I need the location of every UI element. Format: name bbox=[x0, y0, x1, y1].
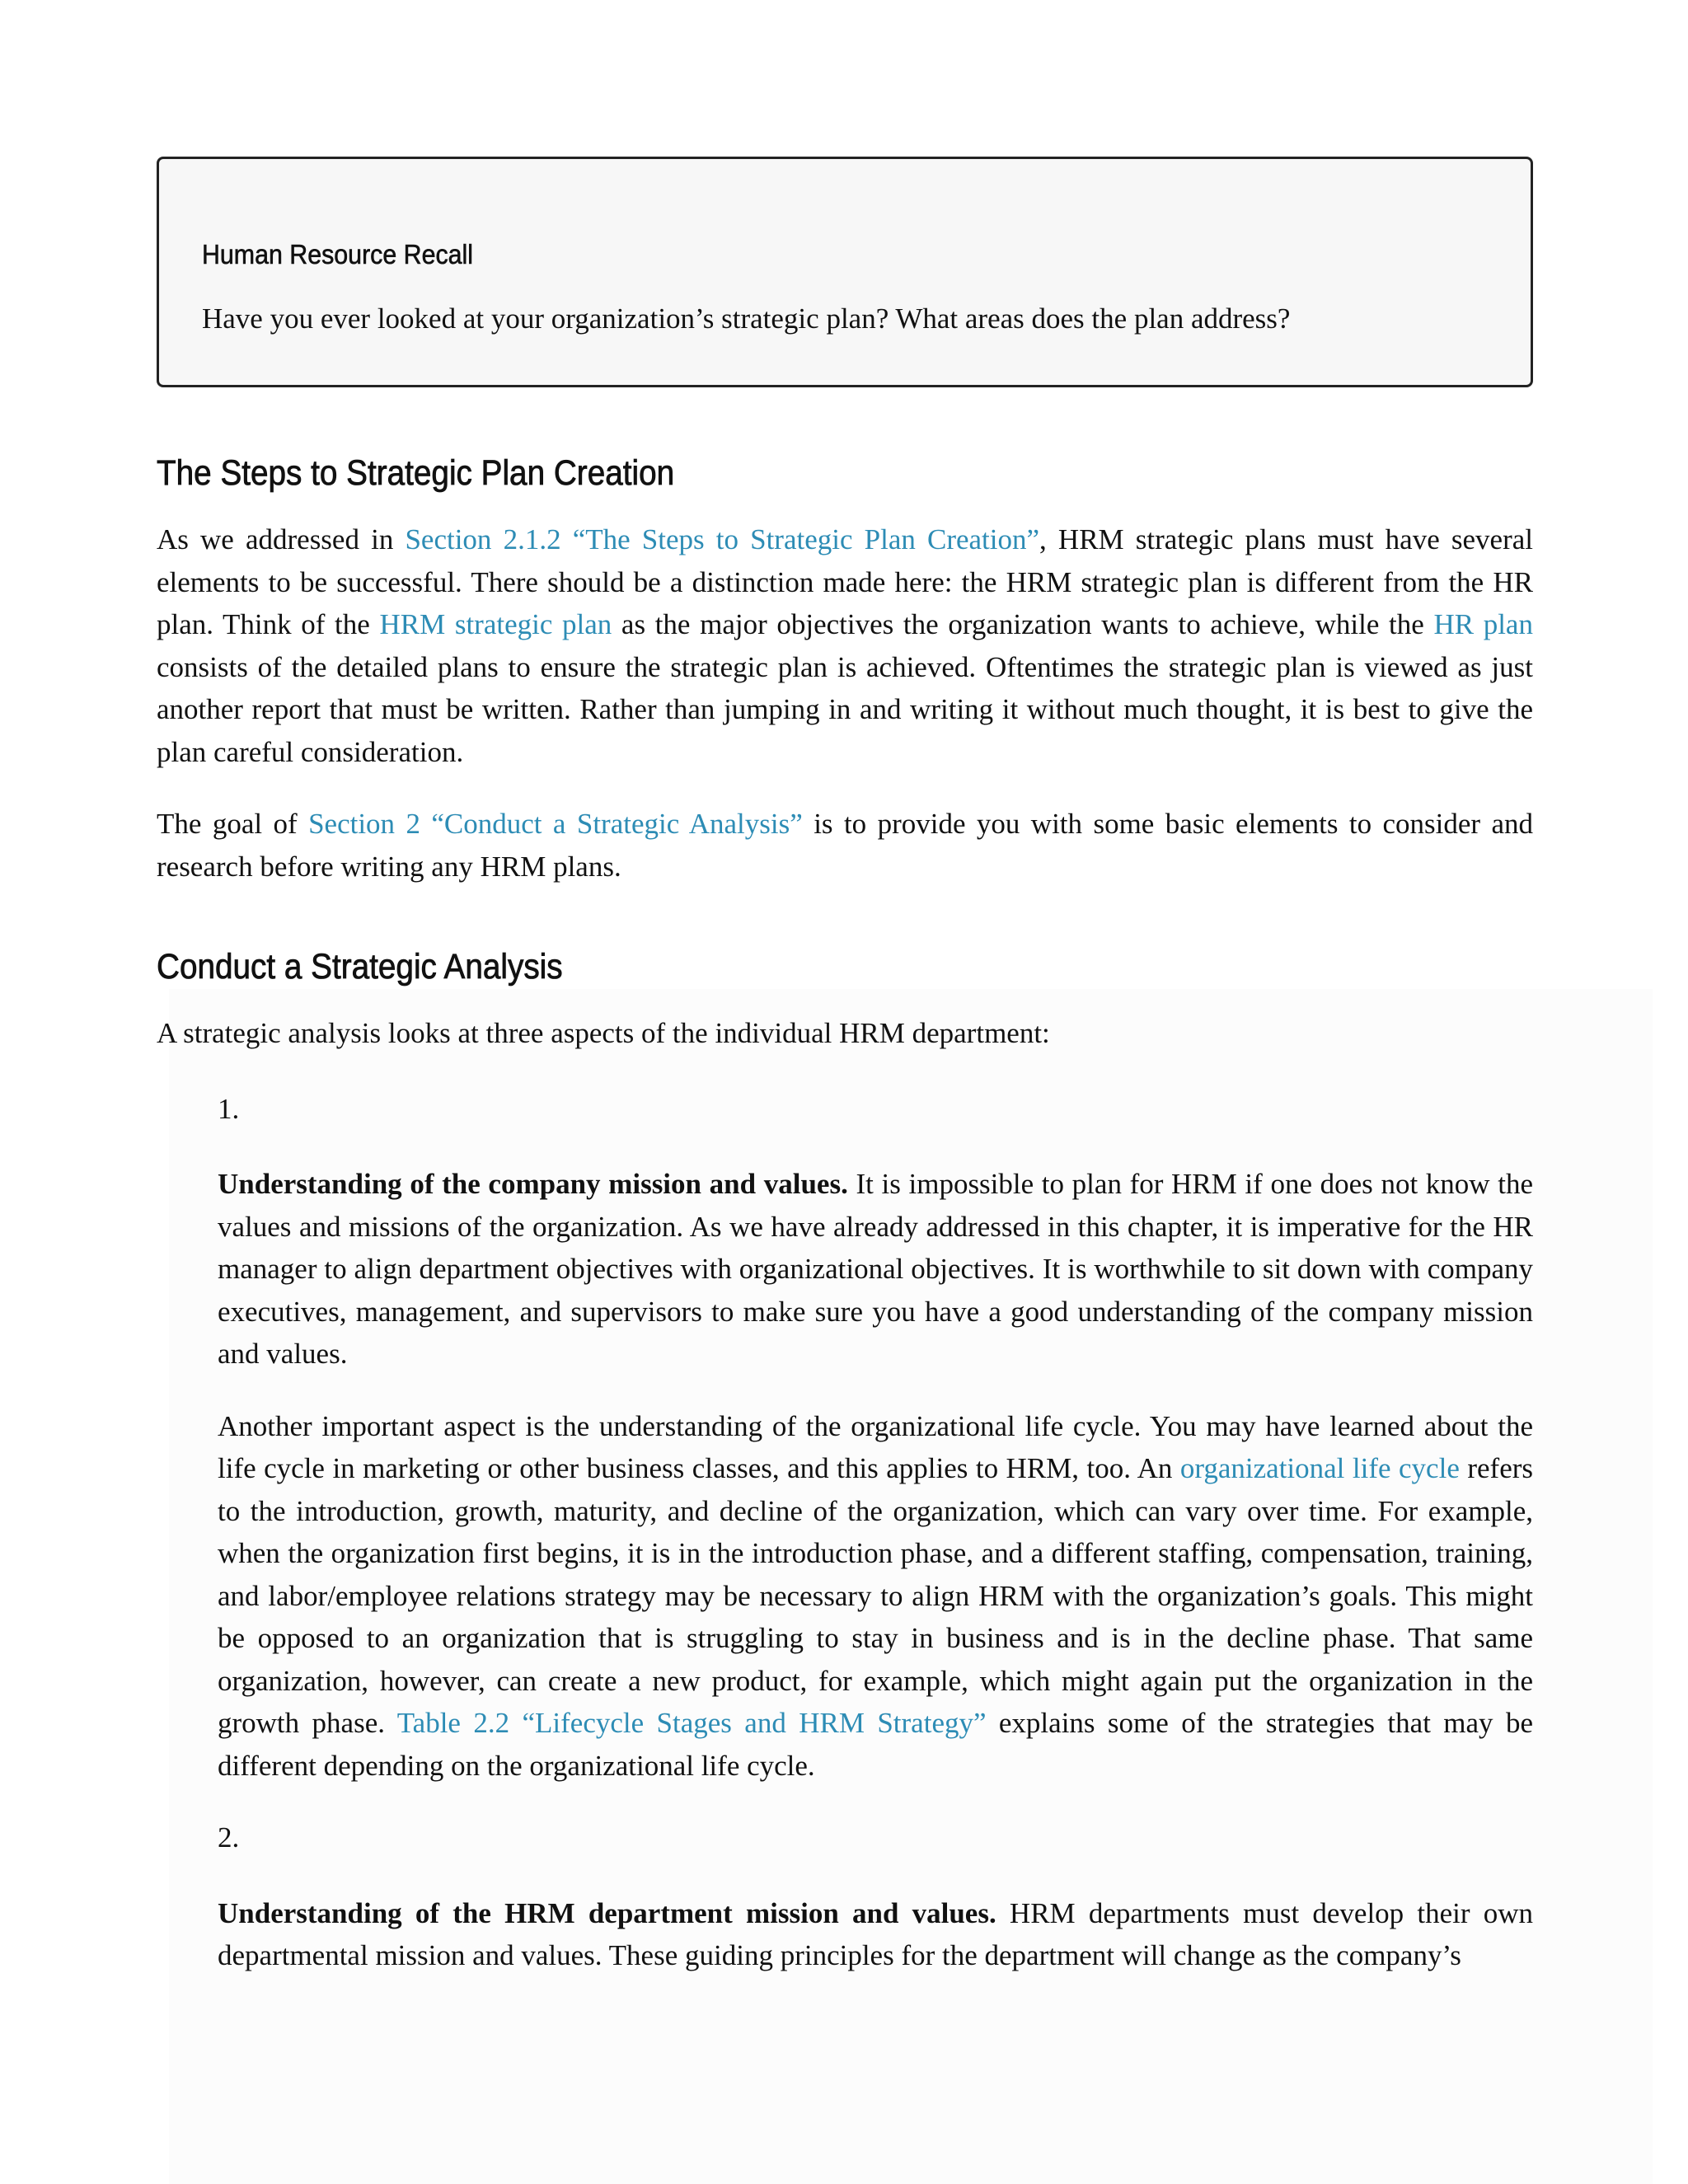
link-organizational-life-cycle[interactable]: organizational life cycle bbox=[1179, 1452, 1460, 1484]
list-item-1 bbox=[218, 1088, 1533, 1788]
link-section-2[interactable]: Section 2 “Conduct a Strategic Analysis” bbox=[308, 808, 803, 840]
link-table-2-2[interactable]: Table 2.2 “Lifecycle Stages and HRM Strategy” bbox=[396, 1707, 987, 1739]
paragraph-goal: The goal of Section 2 “Conduct a Strategic Analysis” is to provide you with some basic elements to consider and research before writing any HRM plans. bbox=[157, 808, 1534, 883]
list-item-1-paragraph: Understanding of the company mission and values. It is impossible to plan for HRM if one does not know the values and missions of the organization. As we have already addressed in this chapter, it is imperative for the HR manager to align department objectives with organizational objectives. It is worthwhile to sit down with company executives, management, and supervisors to make sure you have a good understanding of the company mission and values. bbox=[218, 1168, 1533, 1370]
paragraph-analysis-intro: A strategic analysis looks at three aspects of the individual HRM department: bbox=[157, 1017, 1050, 1049]
link-hrm-strategic-plan[interactable]: HRM strategic plan bbox=[379, 608, 612, 640]
document-page bbox=[157, 157, 1533, 1977]
list-item-2 bbox=[218, 1816, 1533, 1977]
section-heading-analysis: Conduct a Strategic Analysis bbox=[157, 947, 563, 987]
paragraph-steps-intro: As we addressed in Section 2.1.2 “The Steps to Strategic Plan Creation”, HRM strategic plans must have several elements to be successful. There should be a distinction made here: the HRM strategic plan is different from the HR plan. Think of the HRM strategic plan as the major objectives the organization wants to achieve, while the HR plan consists of the detailed plans to ensure the strategic plan is achieved. Oftentimes the strategic plan is viewed as just another report that must be written. Rather than jumping in and writing it without much thought, it is best to give the plan careful consideration. bbox=[157, 523, 1533, 768]
list-number-2: 2. bbox=[218, 1821, 240, 1854]
list-item-2-bold: Understanding of the HRM department mission and values. bbox=[218, 1896, 996, 1929]
recall-question: Have you ever looked at your organization’s strategic plan? What areas does the plan address? bbox=[202, 302, 1291, 335]
section-heading-steps: The Steps to Strategic Plan Creation bbox=[157, 453, 675, 493]
link-section-2-1-2[interactable]: Section 2.1.2 “The Steps to Strategic Plan Creation” bbox=[405, 523, 1040, 555]
recall-title: Human Resource Recall bbox=[202, 239, 474, 269]
list-item-1-lifecycle-paragraph: Another important aspect is the understanding of the organizational life cycle. You may have learned about the life cycle in marketing or other business classes, and this applies to HRM, too. An organizational life cycle refers to the introduction, growth, maturity, and decline of the organization, which can vary over time. For example, when the organization first begins, it is in the introduction phase, and a different staffing, compensation, training, and labor/employee relations strategy may be necessary to align HRM with the organization’s goals. This might be opposed to an organization that is struggling to stay in business and is in the decline phase. That same organization, however, can create a new product, for example, which might again put the organization in the growth phase. Table 2.2 “Lifecycle Stages and HRM Strategy” explains some of the strategies that may be different depending on the organizational life cycle. bbox=[218, 1409, 1534, 1782]
list-item-2-paragraph: Understanding of the HRM department mission and values. HRM departments must develop their own departmental mission and values. These guiding principles for the department will change as the company’s bbox=[218, 1896, 1533, 1971]
list-item-1-bold: Understanding of the company mission and values. bbox=[218, 1168, 848, 1200]
link-hr-plan[interactable]: HR plan bbox=[1433, 608, 1533, 640]
list-number-1: 1. bbox=[218, 1092, 240, 1125]
recall-box bbox=[157, 157, 1533, 387]
